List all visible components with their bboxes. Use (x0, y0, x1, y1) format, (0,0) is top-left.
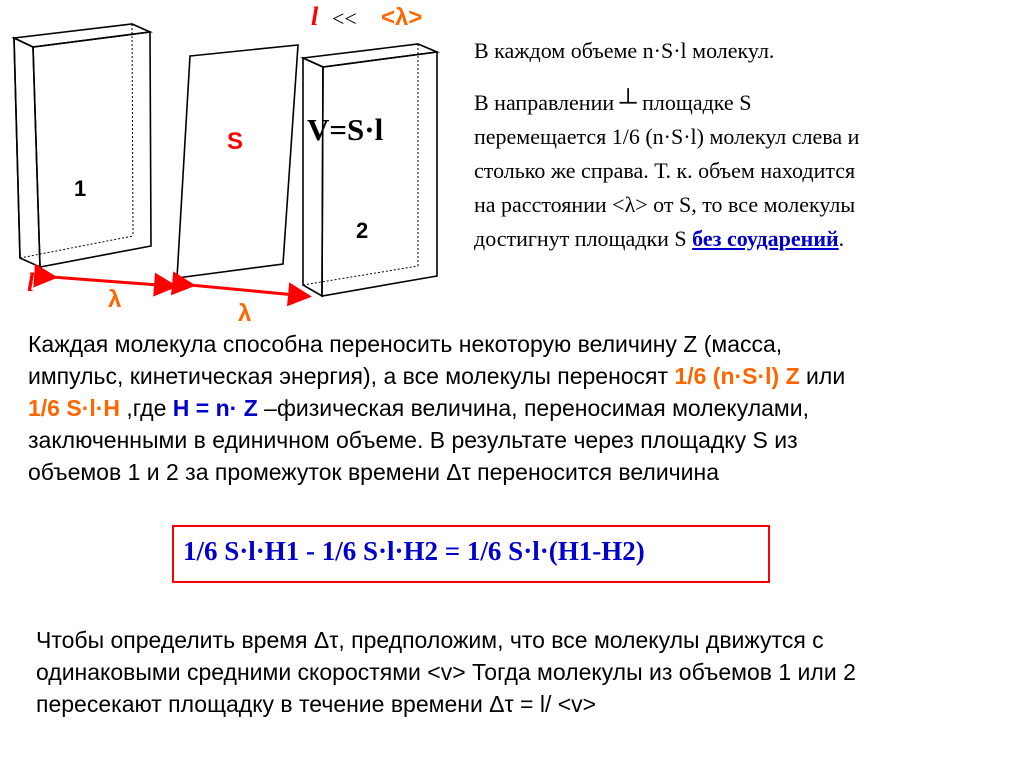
area-s-plane (177, 45, 298, 278)
top-label-much-less: << (332, 6, 357, 31)
right-text-line-6: достигнут площадки S без соударений. (474, 226, 845, 251)
volume-box-1 (14, 24, 151, 267)
label-area-s: S (227, 128, 244, 155)
right-text-line-4: столько же справа. Т. к. объем находится (474, 158, 856, 183)
right-text-line-5: на расстоянии <λ> от S, то все молекулы (474, 192, 856, 217)
perpendicular-symbol: ┴ (619, 90, 637, 116)
no-collisions-link[interactable]: без соударений (692, 226, 839, 251)
label-l-bottom: l (27, 268, 35, 297)
top-label-lambda: <λ> (381, 4, 423, 31)
main-line-2: импульс, кинетическая энергия), а все молекулы переносят 1/6 (n·S·l) Z или (28, 363, 846, 389)
label-volume-2: 2 (356, 218, 369, 243)
lambda-arrow-1 (52, 277, 172, 286)
main-line-4: заключенными в единичном объеме. В результате через площадку S из (28, 427, 798, 453)
bottom-paragraph (36, 624, 856, 720)
transport-formula: 1/6 S·l·H1 - 1/6 S·l·H2 = 1/6 S·l·(H1-H2) (183, 536, 645, 566)
label-volume-formula: V=S·l (307, 112, 384, 147)
label-lambda-2: λ (238, 300, 252, 327)
main-line-1: Каждая молекула способна переносить некоторую величину Z (масса, (28, 331, 783, 357)
volume-box-2 (303, 44, 437, 296)
lambda-arrow-2 (190, 285, 306, 296)
label-lambda-1: λ (108, 286, 122, 313)
bottom-line-3: пересекают площадку в течение времени Δτ = l/ <v> (36, 691, 597, 717)
main-line-5: объемов 1 и 2 за промежуток времени Δτ переносится величина (28, 459, 720, 485)
bottom-line-1: Чтобы определить время Δτ, предположим, что все молекулы движутся с (36, 627, 824, 653)
right-text-line-1: В каждом объеме n·S·l молекул. (474, 38, 775, 63)
top-label-l: l (311, 2, 319, 31)
main-paragraph (28, 328, 845, 488)
bottom-line-2: одинаковыми средними скоростями <v> Тогда молекулы из объемов 1 или 2 (36, 659, 856, 685)
right-text-line-2: В направлении ┴ площадке S (474, 90, 752, 116)
right-text-line-3: перемещается 1/6 (n·S·l) молекул слева и (474, 124, 860, 149)
main-line-3: 1/6 S·l·H ,где H = n· Z –физическая величина, переносимая молекулами, (28, 395, 809, 421)
label-volume-1: 1 (74, 176, 87, 201)
